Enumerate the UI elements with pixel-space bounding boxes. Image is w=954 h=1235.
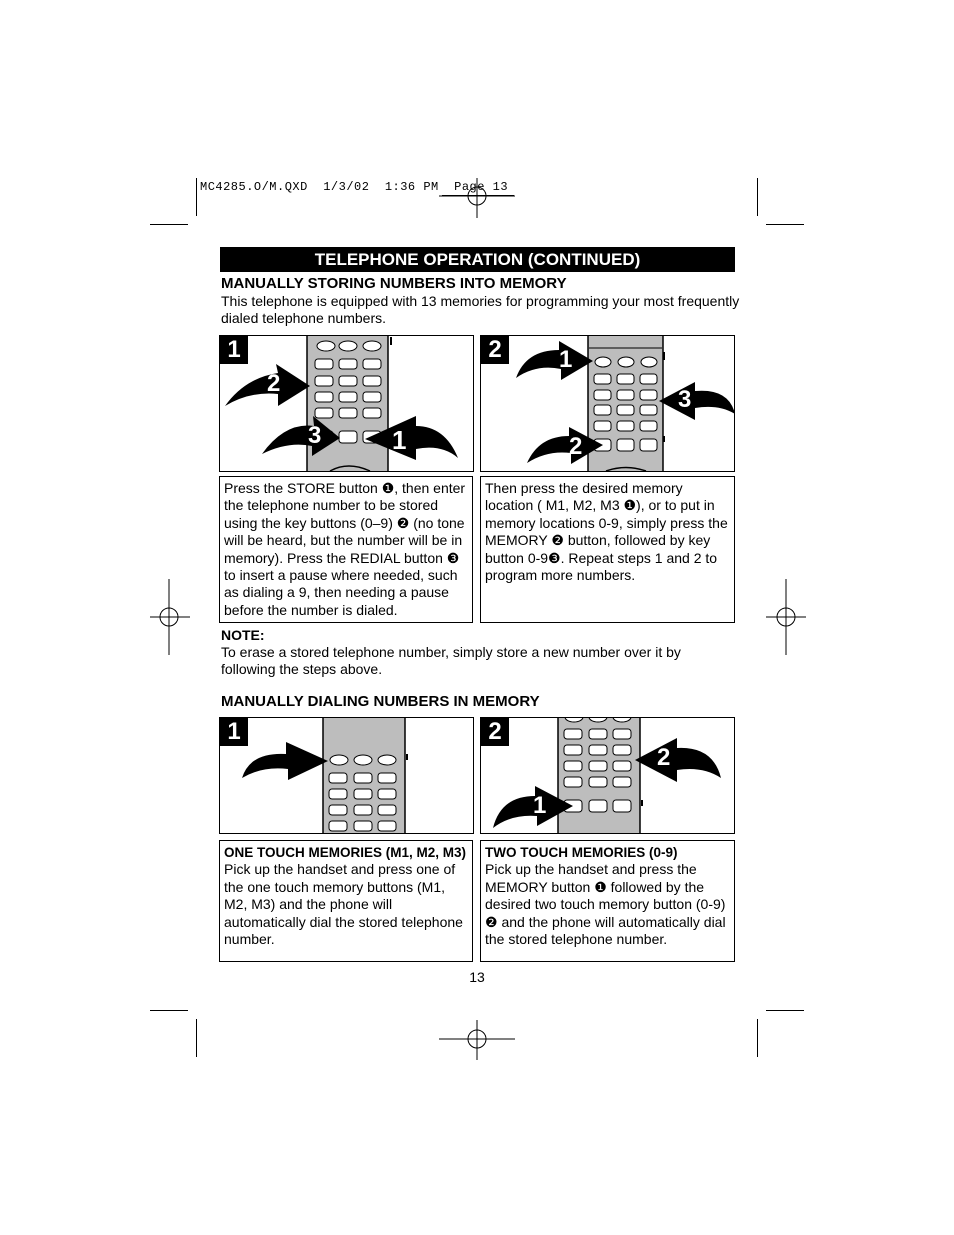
step-number-badge: 1 [220, 718, 248, 746]
page-number: 13 [469, 969, 485, 985]
note-line: To erase a stored telephone number, simply store a new number over it by [221, 644, 681, 660]
instruction-line: as dialing a 9, then needing a pause [224, 584, 449, 601]
storing-intro [221, 293, 739, 327]
instruction-line: button 0-9❸. Repeat steps 1 and 2 to [485, 549, 718, 566]
arrow-label: 1 [533, 792, 547, 819]
note-label: NOTE: [221, 627, 265, 643]
storing-step1-illustration [219, 335, 474, 472]
instruction-line: memory). Press the REDIAL button ❸ [224, 549, 460, 566]
instruction-line: MEMORY ❷ button, followed by key [485, 532, 711, 549]
arrow-label: 2 [267, 370, 281, 397]
intro-line: This telephone is equipped with 13 memories for programming your most frequently [221, 293, 740, 309]
step-number-badge: 2 [481, 336, 509, 364]
arrow-label: 2 [569, 433, 583, 460]
storing-heading: MANUALLY STORING NUMBERS INTO MEMORY [221, 275, 567, 292]
note-text [221, 644, 681, 678]
intro-line: dialed telephone numbers. [221, 310, 387, 326]
instruction-line: Pick up the handset and press the [485, 861, 697, 878]
one-touch-title: ONE TOUCH MEMORIES (M1, M2, M3) [224, 845, 467, 860]
arrow-label: 3 [678, 386, 692, 413]
instruction-line: before the number is dialed. [224, 601, 398, 618]
arrow-label: 1 [559, 346, 573, 373]
file-slug: MC4285.O/M.QXD 1/3/02 1:36 PM Page 13 [200, 180, 509, 194]
instruction-line: desired two touch memory button (0-9) [485, 896, 726, 913]
storing-step2-illustration [480, 335, 735, 472]
instruction-line: number. [224, 931, 275, 948]
arrow-label: 3 [308, 422, 322, 449]
instruction-line: location ( M1, M2, M3 ❶), or to put in [485, 497, 715, 514]
instruction-line: automatically dial the stored telephone [224, 913, 463, 930]
arrow-label: 2 [657, 744, 671, 771]
handset-drawing [220, 336, 473, 471]
instruction-line: M2, M3) and the phone will [224, 896, 393, 913]
registration-target-left [150, 579, 190, 655]
instruction-line: the one touch memory buttons (M1, [224, 878, 445, 895]
instruction-line: Then press the desired memory [485, 480, 683, 496]
slug-underline [442, 195, 514, 196]
section-title: TELEPHONE OPERATION (CONTINUED) [220, 247, 735, 272]
instruction-line: program more numbers. [485, 567, 636, 584]
instruction-line: Pick up the handset and press one of [224, 861, 456, 878]
handset-drawing [481, 336, 734, 471]
storing-step2-instructions [480, 476, 735, 623]
handset-drawing [481, 718, 734, 833]
registration-target-bottom [439, 1020, 515, 1060]
instruction-line: Press the STORE button ❶, then enter [224, 480, 466, 496]
storing-step1-instructions [219, 476, 473, 623]
dialing-step1-illustration [219, 717, 474, 834]
instruction-line: memory locations 0-9, simply press the [485, 514, 728, 531]
note-line: following the steps above. [221, 661, 383, 677]
step-number-badge: 1 [220, 336, 248, 364]
instruction-line: the telephone number to be stored [224, 497, 439, 514]
handset-drawing [220, 718, 473, 833]
dialing-heading: MANUALLY DIALING NUMBERS IN MEMORY [221, 693, 540, 710]
arrow-label: 1 [392, 425, 407, 455]
instruction-line: using the key buttons (0–9) ❷ (no tone [224, 514, 465, 531]
dialing-step2-illustration [480, 717, 735, 834]
instruction-line: ❷ and the phone will automatically dial [485, 913, 726, 930]
instruction-line: the stored telephone number. [485, 931, 668, 948]
instruction-line: will be heard, but the number will be in [224, 532, 463, 549]
two-touch-instructions [480, 840, 735, 962]
two-touch-title: TWO TOUCH MEMORIES (0-9) [485, 845, 678, 860]
registration-target-right [766, 579, 806, 655]
instruction-line: MEMORY button ❶ followed by the [485, 878, 705, 895]
step-number-badge: 2 [481, 718, 509, 746]
one-touch-instructions [219, 840, 473, 962]
instruction-line: to insert a pause where needed, such [224, 567, 458, 584]
